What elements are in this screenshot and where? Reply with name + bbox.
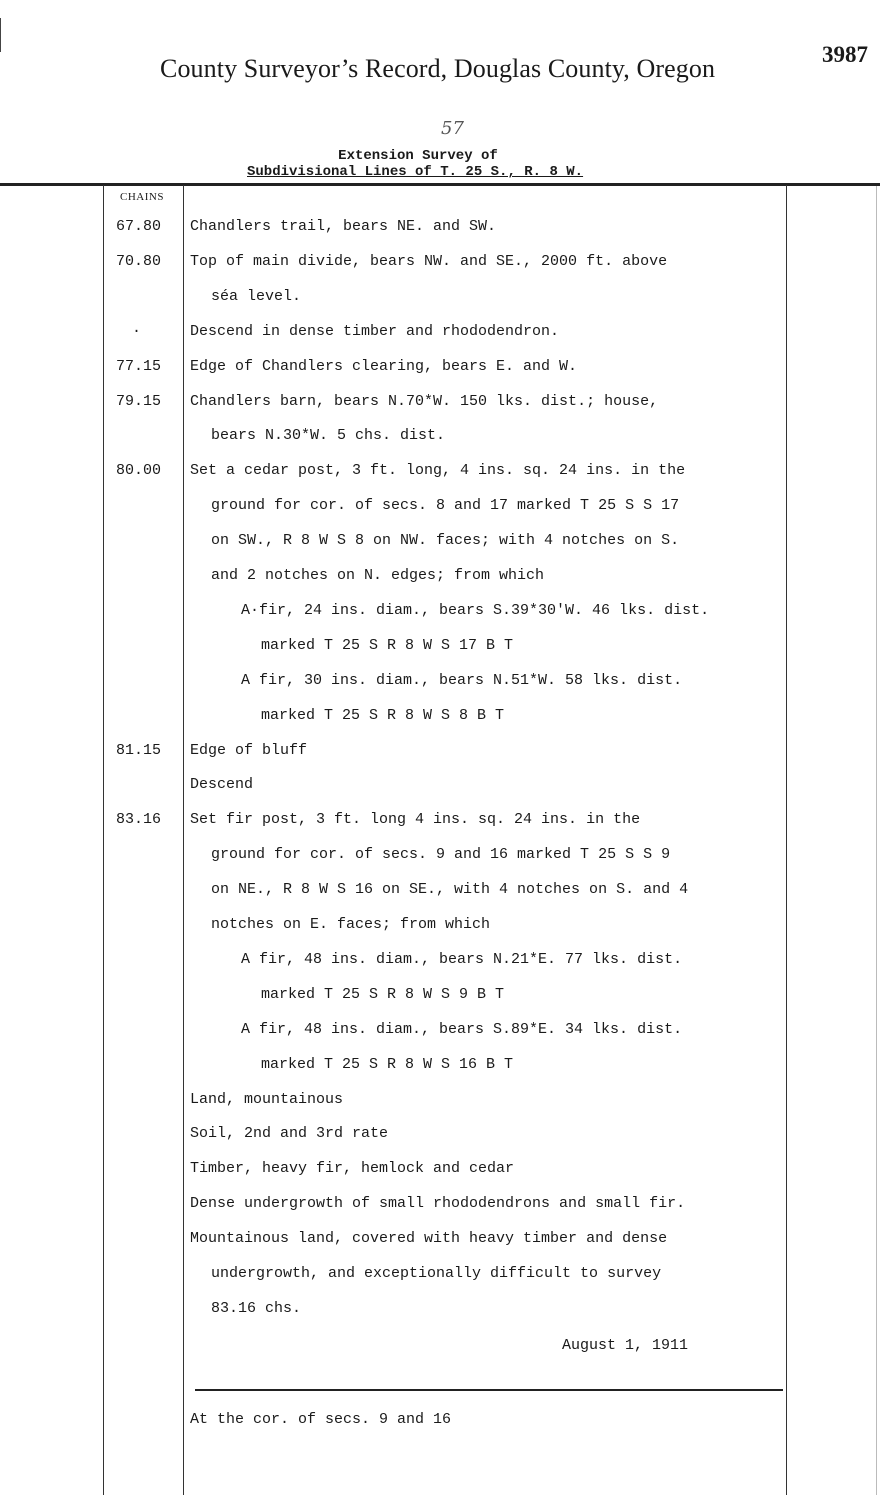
survey-note-line: Descend [190,776,254,794]
chain-distance: 80.00 [116,462,162,480]
page-edge-line [876,185,877,1495]
survey-note-line: bears N.30*W. 5 chs. dist. [211,427,446,445]
survey-note-line: Edge of bluff [190,741,308,759]
survey-note-line: séa level. [211,287,302,305]
chains-column-divider [183,185,184,1495]
survey-note-line: At the cor. of secs. 9 and 16 [190,1411,452,1428]
chain-distance: · [132,322,142,340]
handwritten-page-number: 57 [441,118,464,139]
survey-note-line: Timber, heavy fir, hemlock and cedar [190,1160,515,1178]
survey-note-line: marked T 25 S R 8 W S 16 B T [261,1055,514,1073]
page-number: 3987 [822,42,868,67]
survey-note-line: Edge of Chandlers clearing, bears E. and W. [190,357,578,375]
page-header-title: County Surveyor’s Record, Douglas County, Oregon [160,54,716,83]
chain-distance: 77.15 [116,357,162,375]
chain-distance: 70.80 [116,252,162,270]
survey-note-line: Chandlers trail, bears NE. and SW. [190,218,497,235]
survey-note-line: Mountainous land, covered with heavy timber and dense [190,1230,668,1248]
survey-note-line: Chandlers barn, bears N.70*W. 150 lks. dist.; house, [190,392,659,410]
survey-note-line: and 2 notches on N. edges; from which [211,567,545,584]
section-divider-rule [195,1389,783,1391]
chains-column-header: CHAINS [120,191,164,203]
survey-note-line: Descend in dense timber and rhododendron. [190,322,560,340]
survey-date: August 1, 1911 [562,1337,689,1354]
survey-note-line: Set a cedar post, 3 ft. long, 4 ins. sq. 24 ins. in the [190,462,686,480]
survey-note-line: 83.16 chs. [211,1299,302,1317]
table-top-rule [0,183,880,186]
chain-distance: 83.16 [116,811,162,829]
survey-note-line: A fir, 48 ins. diam., bears S.89*E. 34 lks. dist. [241,1020,683,1038]
survey-note-line: Top of main divide, bears NW. and SE., 2000 ft. above [190,252,668,270]
survey-note-line: on NE., R 8 W S 16 on SE., with 4 notches on S. and 4 [211,881,689,899]
survey-note-line: Dense undergrowth of small rhododendrons and small fir. [190,1195,686,1213]
survey-note-line: undergrowth, and exceptionally difficult to survey [211,1265,662,1282]
table-right-border [786,185,787,1495]
survey-note-line: marked T 25 S R 8 W S 9 B T [261,985,505,1003]
survey-note-line: marked T 25 S R 8 W S 8 B T [261,706,505,724]
survey-note-line: on SW., R 8 W S 8 on NW. faces; with 4 notches on S. [211,532,680,550]
survey-note-line: marked T 25 S R 8 W S 17 B T [261,636,514,654]
survey-note-line: notches on E. faces; from which [211,916,491,933]
page-edge-mark [0,18,1,52]
survey-note-line: Soil, 2nd and 3rd rate [190,1125,389,1143]
survey-title-line-2: Subdivisional Lines of T. 25 S., R. 8 W. [247,164,584,180]
survey-note-line: A fir, 48 ins. diam., bears N.21*E. 77 lks. dist. [241,950,683,968]
survey-note-line: ground for cor. of secs. 8 and 17 marked T 25 S S 17 [211,497,680,515]
survey-note-line: A fir, 30 ins. diam., bears N.51*W. 58 lks. dist. [241,671,683,689]
survey-title-line-1: Extension Survey of [338,148,498,164]
survey-note-line: Land, mountainous [190,1090,344,1108]
survey-note-line: A·fir, 24 ins. diam., bears S.39*30'W. 46 lks. dist. [241,601,710,619]
survey-note-line: ground for cor. of secs. 9 and 16 marked T 25 S S 9 [211,846,671,864]
survey-note-line: Set fir post, 3 ft. long 4 ins. sq. 24 ins. in the [190,811,641,829]
chain-distance: 79.15 [116,392,162,410]
chain-distance: 81.15 [116,741,162,759]
chain-distance: 67.80 [116,218,162,235]
table-left-border [103,185,104,1495]
